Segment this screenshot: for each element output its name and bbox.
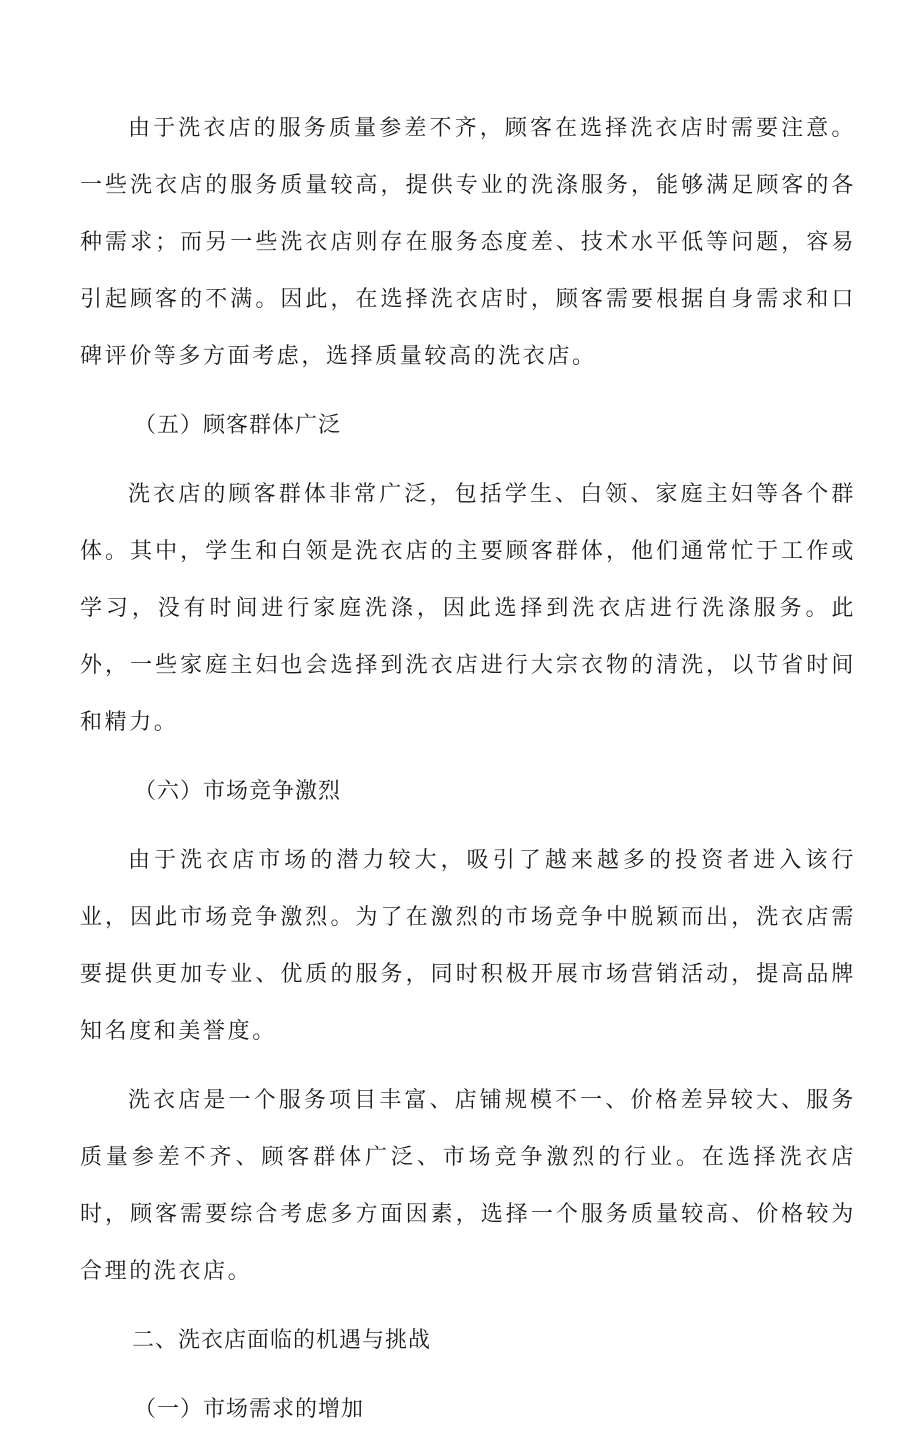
paragraph-market-competition: 由于洗衣店市场的潜力较大，吸引了越来越多的投资者进入该行业，因此市场竞争激烈。为了在激烈的市场竞争中脱颖而出，洗衣店需要提供更加专业、优质的服务，同时积极开展市场营销活动，提高品牌知名度和美誉度。 <box>80 848 856 1044</box>
paragraph-customer-groups: 洗衣店的顾客群体非常广泛，包括学生、白领、家庭主妇等各个群体。其中，学生和白领是洗衣店的主要顾客群体，他们通常忙于工作或学习，没有时间进行家庭洗涤，因此选择到洗衣店进行洗涤服务。此外，一些家庭主妇也会选择到洗衣店进行大宗衣物的清洗，以节省时间和精力。 <box>80 482 856 735</box>
heading-market-demand: （一）市场需求的增加 <box>134 1397 365 1422</box>
paragraph-industry-summary: 洗衣店是一个服务项目丰富、店铺规模不一、价格差异较大、服务质量参差不齐、顾客群体广泛、市场竞争激烈的行业。在选择洗衣店时，顾客需要综合考虑多方面因素，选择一个服务质量较高、价格较为合理的洗衣店。 <box>80 1088 856 1284</box>
document-page <box>80 100 856 1438</box>
paragraph-service-quality: 由于洗衣店的服务质量参差不齐，顾客在选择洗衣店时需要注意。一些洗衣店的服务质量较高，提供专业的洗涤服务，能够满足顾客的各种需求；而另一些洗衣店则存在服务态度差、技术水平低等问题，容易引起顾客的不满。因此，在选择洗衣店时，顾客需要根据自身需求和口碑评价等多方面考虑，选择质量较高的洗衣店。 <box>80 116 856 369</box>
heading-customer-groups: （五）顾客群体广泛 <box>134 413 342 438</box>
heading-market-competition: （六）市场竞争激烈 <box>134 779 342 804</box>
heading-opportunities-challenges: 二、洗衣店面临的机遇与挑战 <box>132 1328 432 1353</box>
